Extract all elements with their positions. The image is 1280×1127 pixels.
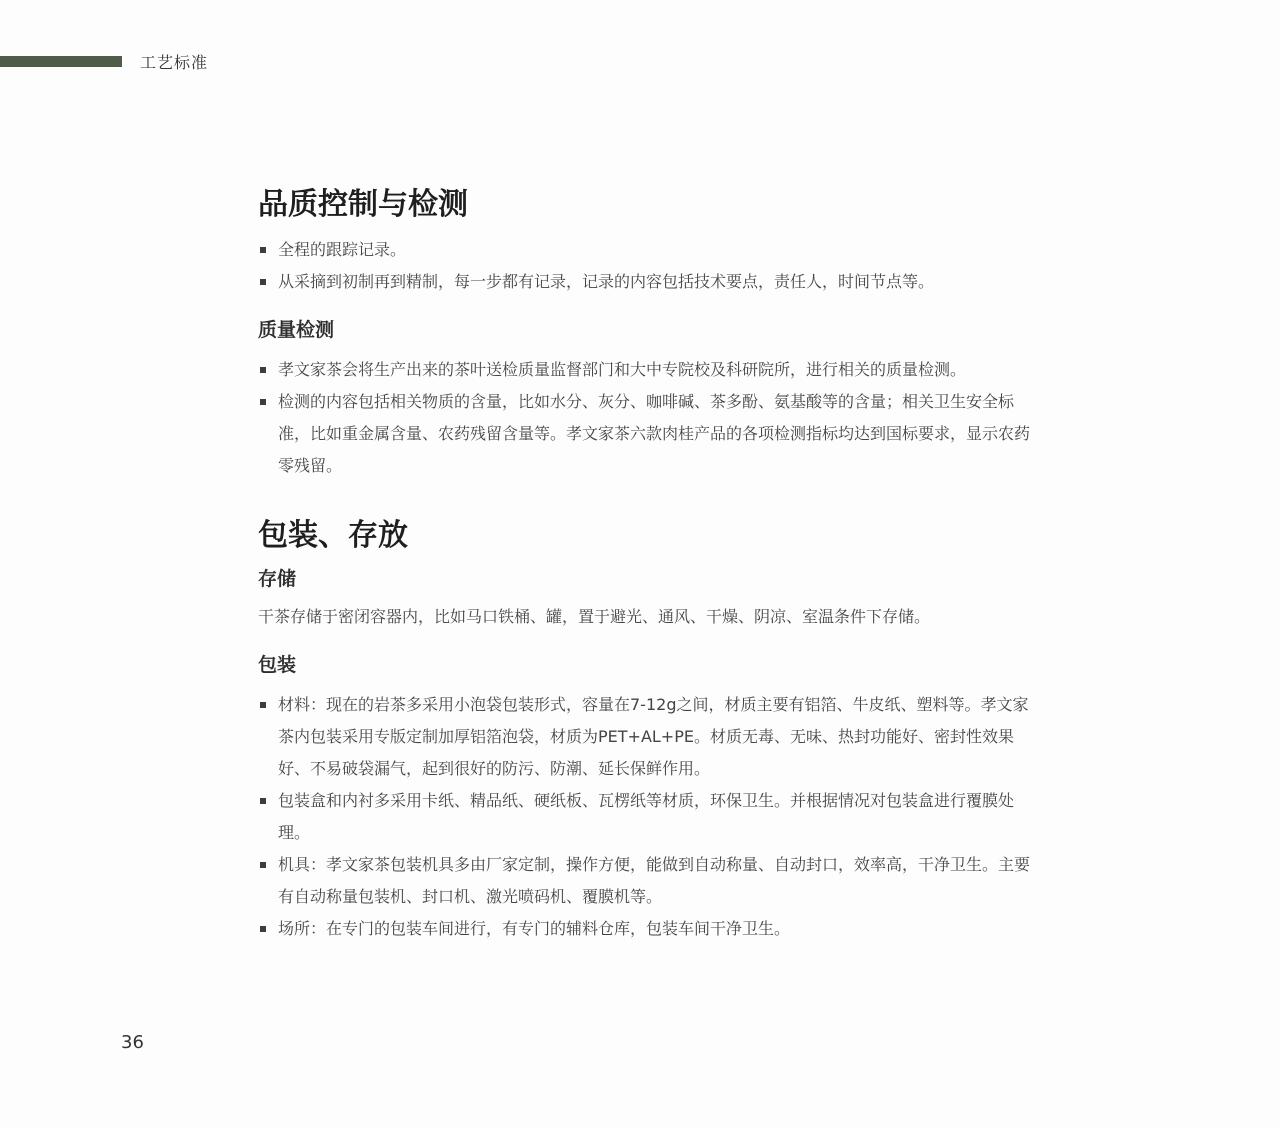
packaging-title: 包装 [258, 654, 297, 676]
section-label: 工艺标准 [140, 53, 209, 72]
list-item-text: 孝文家茶会将生产出来的茶叶送检质量监督部门和大中专院校及科研院所，进行相关的质量检测。 [278, 360, 967, 379]
list-item [258, 354, 1038, 386]
list-item [258, 849, 1038, 913]
quality-control-title: 品质控制与检测 [258, 187, 468, 222]
header-accent-bar [0, 56, 122, 67]
list-item-text: 场所：在专门的包装车间进行，有专门的辅料仓库，包装车间干净卫生。 [278, 919, 791, 938]
list-item-text: 材料：现在的岩茶多采用小泡袋包装形式，容量在7-12g之间，材质主要有铝箔、牛皮纸、塑料等。孝文家茶内包装采用专版定制加厚铝箔泡袋，材质为PET+AL+PE。材质无毒、无味、热封功能好、密封性效果好、不易破袋漏气，起到很好的防污、防潮、延长保鲜作用。 [278, 695, 1029, 778]
bullet-square-icon [260, 279, 266, 285]
list-item-text: 全程的跟踪记录。 [278, 240, 407, 259]
list-item-text: 检测的内容包括相关物质的含量，比如水分、灰分、咖啡碱、茶多酚、氨基酸等的含量；相关卫生安全标准，比如重金属含量、农药残留含量等。孝文家茶六款肉桂产品的各项检测指标均达到国标要求，显示农药零残留。 [278, 392, 1031, 475]
list-item [258, 234, 1038, 266]
page-content [258, 180, 1038, 945]
list-item [258, 386, 1038, 482]
list-item [258, 785, 1038, 849]
bullet-square-icon [260, 702, 266, 708]
bullet-square-icon [260, 367, 266, 373]
bullet-square-icon [260, 399, 266, 405]
page-number: 36 [121, 1032, 144, 1053]
bullet-square-icon [260, 798, 266, 804]
tracking-list [258, 234, 1038, 298]
list-item [258, 266, 1038, 298]
bullet-square-icon [260, 247, 266, 253]
inspection-title: 质量检测 [258, 319, 335, 341]
storage-title: 存储 [258, 568, 297, 590]
list-item-text: 包装盒和内衬多采用卡纸、精品纸、硬纸板、瓦楞纸等材质，环保卫生。并根据情况对包装盒进行覆膜处理。 [278, 791, 1015, 842]
packaging-storage-title: 包装、存放 [258, 518, 408, 553]
list-item-text: 从采摘到初制再到精制，每一步都有记录，记录的内容包括技术要点，责任人，时间节点等。 [278, 272, 935, 291]
storage-text: 干茶存储于密闭容器内，比如马口铁桶、罐，置于避光、通风、干燥、阴凉、室温条件下存储。 [258, 607, 931, 626]
list-item [258, 689, 1038, 785]
bullet-square-icon [260, 862, 266, 868]
list-item-text: 机具：孝文家茶包装机具多由厂家定制，操作方便，能做到自动称量、自动封口，效率高，干净卫生。主要有自动称量包装机、封口机、激光喷码机、覆膜机等。 [278, 855, 1031, 906]
packaging-list [258, 689, 1038, 945]
list-item [258, 913, 1038, 945]
inspection-list [258, 354, 1038, 482]
bullet-square-icon [260, 926, 266, 932]
